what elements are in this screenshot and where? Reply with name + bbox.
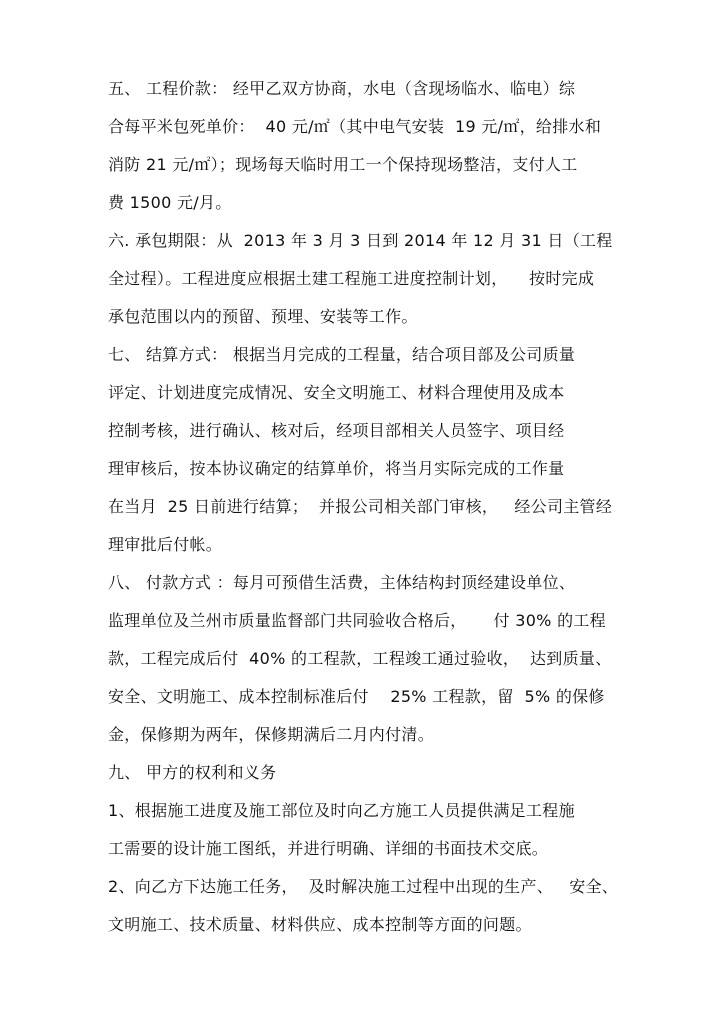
text-line: 金，保修期为两年，保修期满后二月内付清。 xyxy=(108,725,435,744)
text-line: 理审批后付帐。 xyxy=(108,535,223,554)
text-line: 承包范围以内的预留、预埋、安装等工作。 xyxy=(108,307,418,326)
text-line: 1、根据施工进度及施工部位及时向乙方施工人员提供满足工程施 xyxy=(108,801,575,820)
text-line: 款，工程完成后付 40% 的工程款，工程竣工通过验收， 达到质量、 xyxy=(108,649,612,668)
text-line: 理审核后，按本协议确定的结算单价，将当月实际完成的工作量 xyxy=(108,459,565,478)
text-line: 监理单位及兰州市质量监督部门共同验收合格后， 付 30% 的工程 xyxy=(108,611,606,630)
text-line: 全过程）。工程进度应根据土建工程施工进度控制计划， 按时完成 xyxy=(108,269,595,288)
text-line: 合每平米包死单价： 40 元/㎡（其中电气安装 19 元/㎡，给排水和 xyxy=(108,117,602,136)
text-line: 消防 21 元/㎡）；现场每天临时用工一个保持现场整洁，支付人工 xyxy=(108,155,578,174)
text-line: 八、 付款方式 ：每月可预借生活费，主体结构封顶经建设单位、 xyxy=(108,573,576,592)
text-line: 九、 甲方的权利和义务 xyxy=(108,763,277,782)
text-line: 评定、计划进度完成情况、安全文明施工、材料合理使用及成本 xyxy=(108,383,565,402)
text-line: 安全、文明施工、成本控制标准后付 25% 工程款，留 5% 的保修 xyxy=(108,687,605,706)
text-line: 费 1500 元/月。 xyxy=(108,193,232,212)
text-line: 工需要的设计施工图纸，并进行明确、详细的书面技术交底。 xyxy=(108,839,549,858)
text-line: 六. 承包期限：从 2013 年 3 月 3 日到 2014 年 12 月 31 日（工程 xyxy=(108,231,613,250)
text-line: 七、 结算方式： 根据当月完成的工程量，结合项目部及公司质量 xyxy=(108,345,576,364)
text-line: 五、 工程价款： 经甲乙双方协商，水电（含现场临水、临电）综 xyxy=(108,79,576,98)
text-line: 文明施工、技术质量、材料供应、成本控制等方面的问题。 xyxy=(108,915,532,934)
text-line: 在当月 25 日前进行结算； 并报公司相关部门审核， 经公司主管经 xyxy=(108,497,613,516)
text-line: 2、向乙方下达施工任务， 及时解决施工过程中出现的生产、 安全、 xyxy=(108,877,619,896)
text-line: 控制考核，进行确认、核对后，经项目部相关人员签字、项目经 xyxy=(108,421,565,440)
